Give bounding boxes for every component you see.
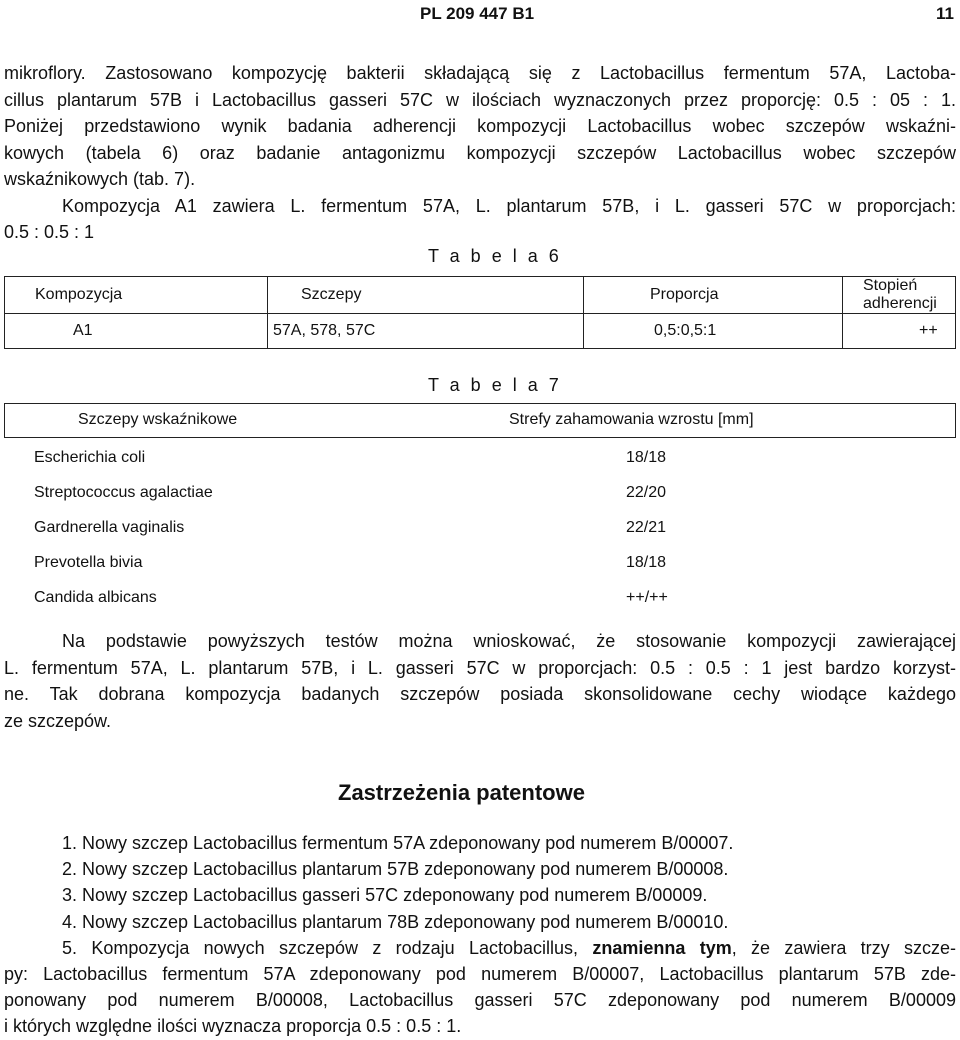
table-cell: 22/20: [626, 483, 667, 501]
table-row: [34, 510, 734, 545]
table6-caption: T a b e l a 6: [428, 246, 562, 266]
table-cell: 57A, 578, 57C: [268, 314, 584, 349]
text-line: kowych (tabela 6) oraz badanie antagonizmu kompozycji szczepów Lactobacillus wobec szczepów: [4, 142, 956, 163]
document-id: PL 209 447 B1: [420, 4, 535, 23]
intro-paragraph: [4, 60, 956, 246]
text-line: L. fermentum 57A, L. plantarum 57B, i L. gasseri 57C w proporcjach: 0.5 : 0.5 : 1 jest bardzo korzyst-: [4, 657, 956, 678]
header-cell: Kompozycja: [5, 277, 268, 314]
table-cell: Streptococcus agalactiae: [34, 483, 213, 501]
claims-list: [4, 830, 956, 1040]
table-cell: 18/18: [626, 553, 667, 571]
text-line: i których względne ilości wyznacza proporcja 0.5 : 0.5 : 1.: [4, 1016, 462, 1037]
text-line: mikroflory. Zastosowano kompozycję bakterii składającą się z Lactobacillus fermentum 57A, Lactoba-: [4, 63, 956, 83]
table7-caption: T a b e l a 7: [428, 375, 562, 395]
header-cell: Szczepy: [268, 277, 584, 314]
text-line: ponowany pod numerem B/00008, Lactobacillus gasseri 57C zdeponowany pod numerem B/00009: [4, 990, 956, 1011]
table-6: [4, 276, 956, 349]
conclusion-paragraph: [4, 628, 956, 734]
table-cell: Prevotella bivia: [34, 553, 143, 571]
table7-header-zones: Strefy zahamowania wzrostu [mm]: [509, 411, 754, 428]
header-cell: Proporcja: [584, 277, 843, 314]
table-cell: Gardnerella vaginalis: [34, 518, 185, 536]
table-row: [34, 475, 734, 510]
claim-5-bold: znamienna tym: [592, 937, 732, 958]
table-row: [34, 545, 734, 580]
composition-tail: 0.5 : 0.5 : 1: [4, 222, 95, 242]
claims-title: Zastrzeżenia patentowe: [338, 780, 585, 805]
text-line: Na podstawie powyższych testów można wnioskować, że stosowanie kompozycji zawierającej: [62, 631, 956, 651]
table-cell: 0,5:0,5:1: [584, 314, 843, 349]
table7-header-strains: Szczepy wskaźnikowe: [78, 411, 238, 428]
page-number: 11: [936, 4, 954, 23]
claim-item: 3. Nowy szczep Lactobacillus gasseri 57C zdeponowany pod numerem B/00009.: [62, 885, 708, 906]
claim-item: 4. Nowy szczep Lactobacillus plantarum 78B zdeponowany pod numerem B/00010.: [62, 911, 729, 932]
text-line: cillus plantarum 57B i Lactobacillus gasseri 57C w ilościach wyznaczonych przez proporcję: 0.5 : 05 : 1.: [4, 89, 956, 110]
claim-item: 1. Nowy szczep Lactobacillus fermentum 57A zdeponowany pod numerem B/00007.: [62, 833, 734, 853]
claim-item: 2. Nowy szczep Lactobacillus plantarum 57B zdeponowany pod numerem B/00008.: [62, 859, 729, 880]
claim-5-suffix: , że zawiera trzy szcze-: [731, 937, 956, 958]
claim-5-prefix: 5. Kompozycja nowych szczepów z rodzaju Lactobacillus,: [62, 937, 579, 958]
table-cell: 22/21: [626, 518, 667, 536]
table-row: [5, 314, 956, 349]
text-line: ne. Tak dobrana kompozycja badanych szczepów posiada skonsolidowane cechy wiodące każdego: [4, 684, 956, 704]
table-cell: Candida albicans: [34, 588, 157, 606]
table-cell: Escherichia coli: [34, 448, 146, 466]
table-header-row: [5, 277, 956, 314]
table-cell: 18/18: [626, 448, 667, 466]
text-line: Poniżej przedstawiono wynik badania adherencji kompozycji Lactobacillus wobec szczepów wskaźni-: [4, 116, 956, 136]
table-cell: ++: [843, 314, 956, 349]
composition-line: Kompozycja A1 zawiera L. fermentum 57A, L. plantarum 57B, i L. gasseri 57C w proporcjach:: [62, 195, 956, 216]
table-7: [34, 440, 734, 615]
table-cell: A1: [5, 314, 268, 349]
header-cell: Stopień adherencji: [843, 277, 956, 314]
text-line: wskaźnikowych (tab. 7).: [4, 169, 196, 189]
table-cell: ++/++: [626, 588, 668, 606]
table-row: [34, 440, 734, 475]
text-line: ze szczepów.: [4, 710, 112, 731]
text-line: py: Lactobacillus fermentum 57A zdeponowany pod numerem B/00007, Lactobacillus plantarum 57B zde-: [4, 964, 956, 985]
claim-5-first-line: [4, 935, 956, 961]
table-row: [34, 580, 734, 615]
